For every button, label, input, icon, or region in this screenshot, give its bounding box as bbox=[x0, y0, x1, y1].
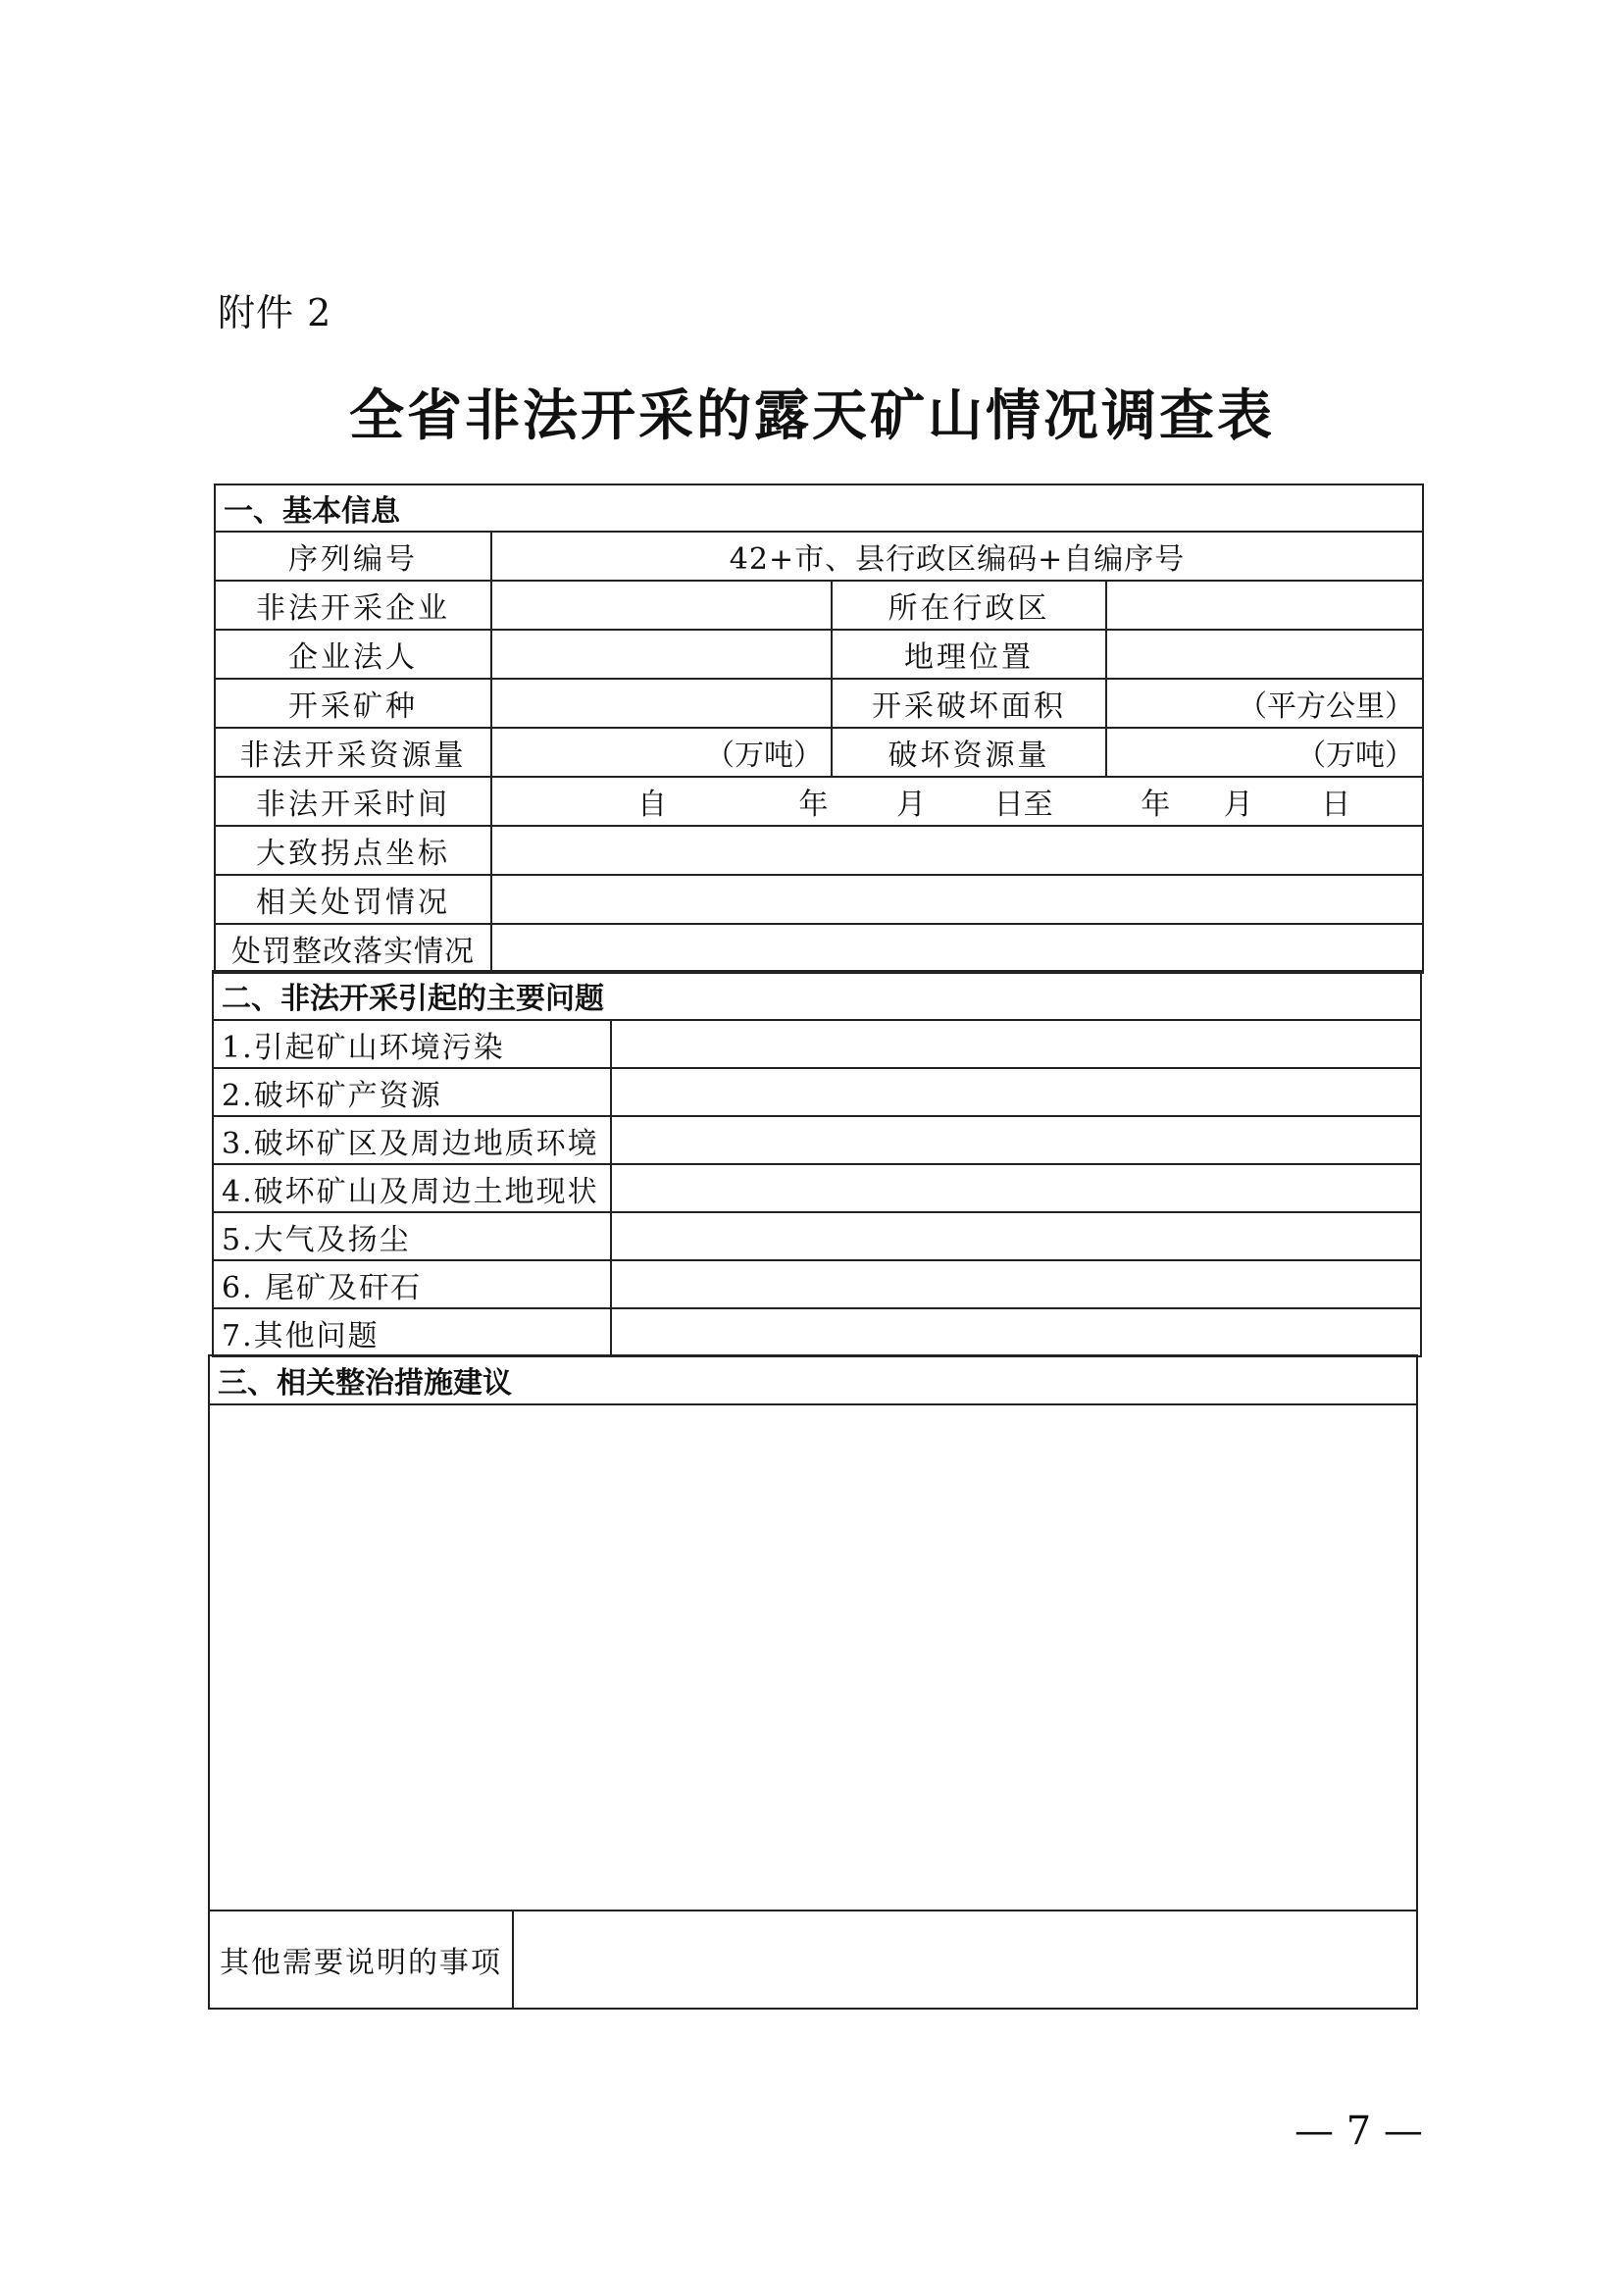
other-matters-label: 其他需要说明的事项 bbox=[209, 1911, 513, 2009]
legal-person-field[interactable] bbox=[491, 630, 832, 679]
problem-item: 5.大气及扬尘 bbox=[213, 1212, 611, 1260]
rectify-field[interactable] bbox=[491, 924, 1423, 973]
penalty-label: 相关处罚情况 bbox=[215, 875, 491, 924]
other-matters-field[interactable] bbox=[513, 1911, 1417, 2009]
time-day-to: 日至 bbox=[993, 788, 1053, 822]
resource-unit[interactable]: （万吨） bbox=[491, 728, 832, 777]
coords-field[interactable] bbox=[491, 826, 1423, 875]
time-day-2: 日 bbox=[1321, 788, 1351, 822]
legal-person-label: 企业法人 bbox=[215, 630, 491, 679]
problem-field[interactable] bbox=[611, 1212, 1421, 1260]
mineral-label: 开采矿种 bbox=[215, 679, 491, 728]
region-label: 所在行政区 bbox=[832, 581, 1106, 630]
problem-item: 1.引起矿山环境污染 bbox=[213, 1020, 611, 1068]
section-heading-basic: 一、基本信息 bbox=[215, 484, 1423, 532]
area-label: 开采破坏面积 bbox=[832, 679, 1106, 728]
resource-label: 非法开采资源量 bbox=[215, 728, 491, 777]
problem-item: 3.破坏矿区及周边地质环境 bbox=[213, 1116, 611, 1164]
problem-field[interactable] bbox=[611, 1260, 1421, 1308]
attachment-label: 附件 2 bbox=[218, 291, 332, 334]
measures-textarea[interactable] bbox=[209, 1404, 1417, 1911]
serial-label: 序列编号 bbox=[215, 532, 491, 581]
time-month-2: 月 bbox=[1223, 788, 1253, 822]
basic-info-table bbox=[214, 484, 1424, 974]
damaged-unit[interactable]: （万吨） bbox=[1106, 728, 1423, 777]
serial-value[interactable]: 42+市、县行政区编码+自编序号 bbox=[491, 532, 1423, 581]
form-title: 全省非法开采的露天矿山情况调查表 bbox=[349, 383, 1275, 448]
page-number: — 7 — bbox=[1294, 2109, 1423, 2154]
problem-item: 4.破坏矿山及周边土地现状 bbox=[213, 1164, 611, 1212]
time-field[interactable] bbox=[491, 777, 1423, 826]
problems-table bbox=[212, 970, 1422, 1357]
measures-table bbox=[208, 1354, 1418, 2010]
location-field[interactable] bbox=[1106, 630, 1423, 679]
enterprise-label: 非法开采企业 bbox=[215, 581, 491, 630]
section-heading-measures: 三、相关整治措施建议 bbox=[209, 1355, 1417, 1404]
penalty-field[interactable] bbox=[491, 875, 1423, 924]
section-heading-problems: 二、非法开采引起的主要问题 bbox=[213, 971, 1421, 1020]
area-unit[interactable]: （平方公里） bbox=[1106, 679, 1423, 728]
problem-field[interactable] bbox=[611, 1116, 1421, 1164]
damaged-label: 破坏资源量 bbox=[832, 728, 1106, 777]
problem-field[interactable] bbox=[611, 1308, 1421, 1356]
problem-item: 2.破坏矿产资源 bbox=[213, 1068, 611, 1116]
problem-field[interactable] bbox=[611, 1068, 1421, 1116]
mineral-field[interactable] bbox=[491, 679, 832, 728]
time-year-2: 年 bbox=[1141, 788, 1171, 822]
problem-item: 6. 尾矿及矸石 bbox=[213, 1260, 611, 1308]
location-label: 地理位置 bbox=[832, 630, 1106, 679]
time-from: 自 bbox=[637, 788, 667, 822]
problem-field[interactable] bbox=[611, 1164, 1421, 1212]
coords-label: 大致拐点坐标 bbox=[215, 826, 491, 875]
time-year-1: 年 bbox=[798, 788, 829, 822]
time-label: 非法开采时间 bbox=[215, 777, 491, 826]
problem-field[interactable] bbox=[611, 1020, 1421, 1068]
rectify-label: 处罚整改落实情况 bbox=[215, 924, 491, 973]
region-field[interactable] bbox=[1106, 581, 1423, 630]
enterprise-field[interactable] bbox=[491, 581, 832, 630]
time-month-1: 月 bbox=[896, 788, 927, 822]
problem-item: 7.其他问题 bbox=[213, 1308, 611, 1356]
